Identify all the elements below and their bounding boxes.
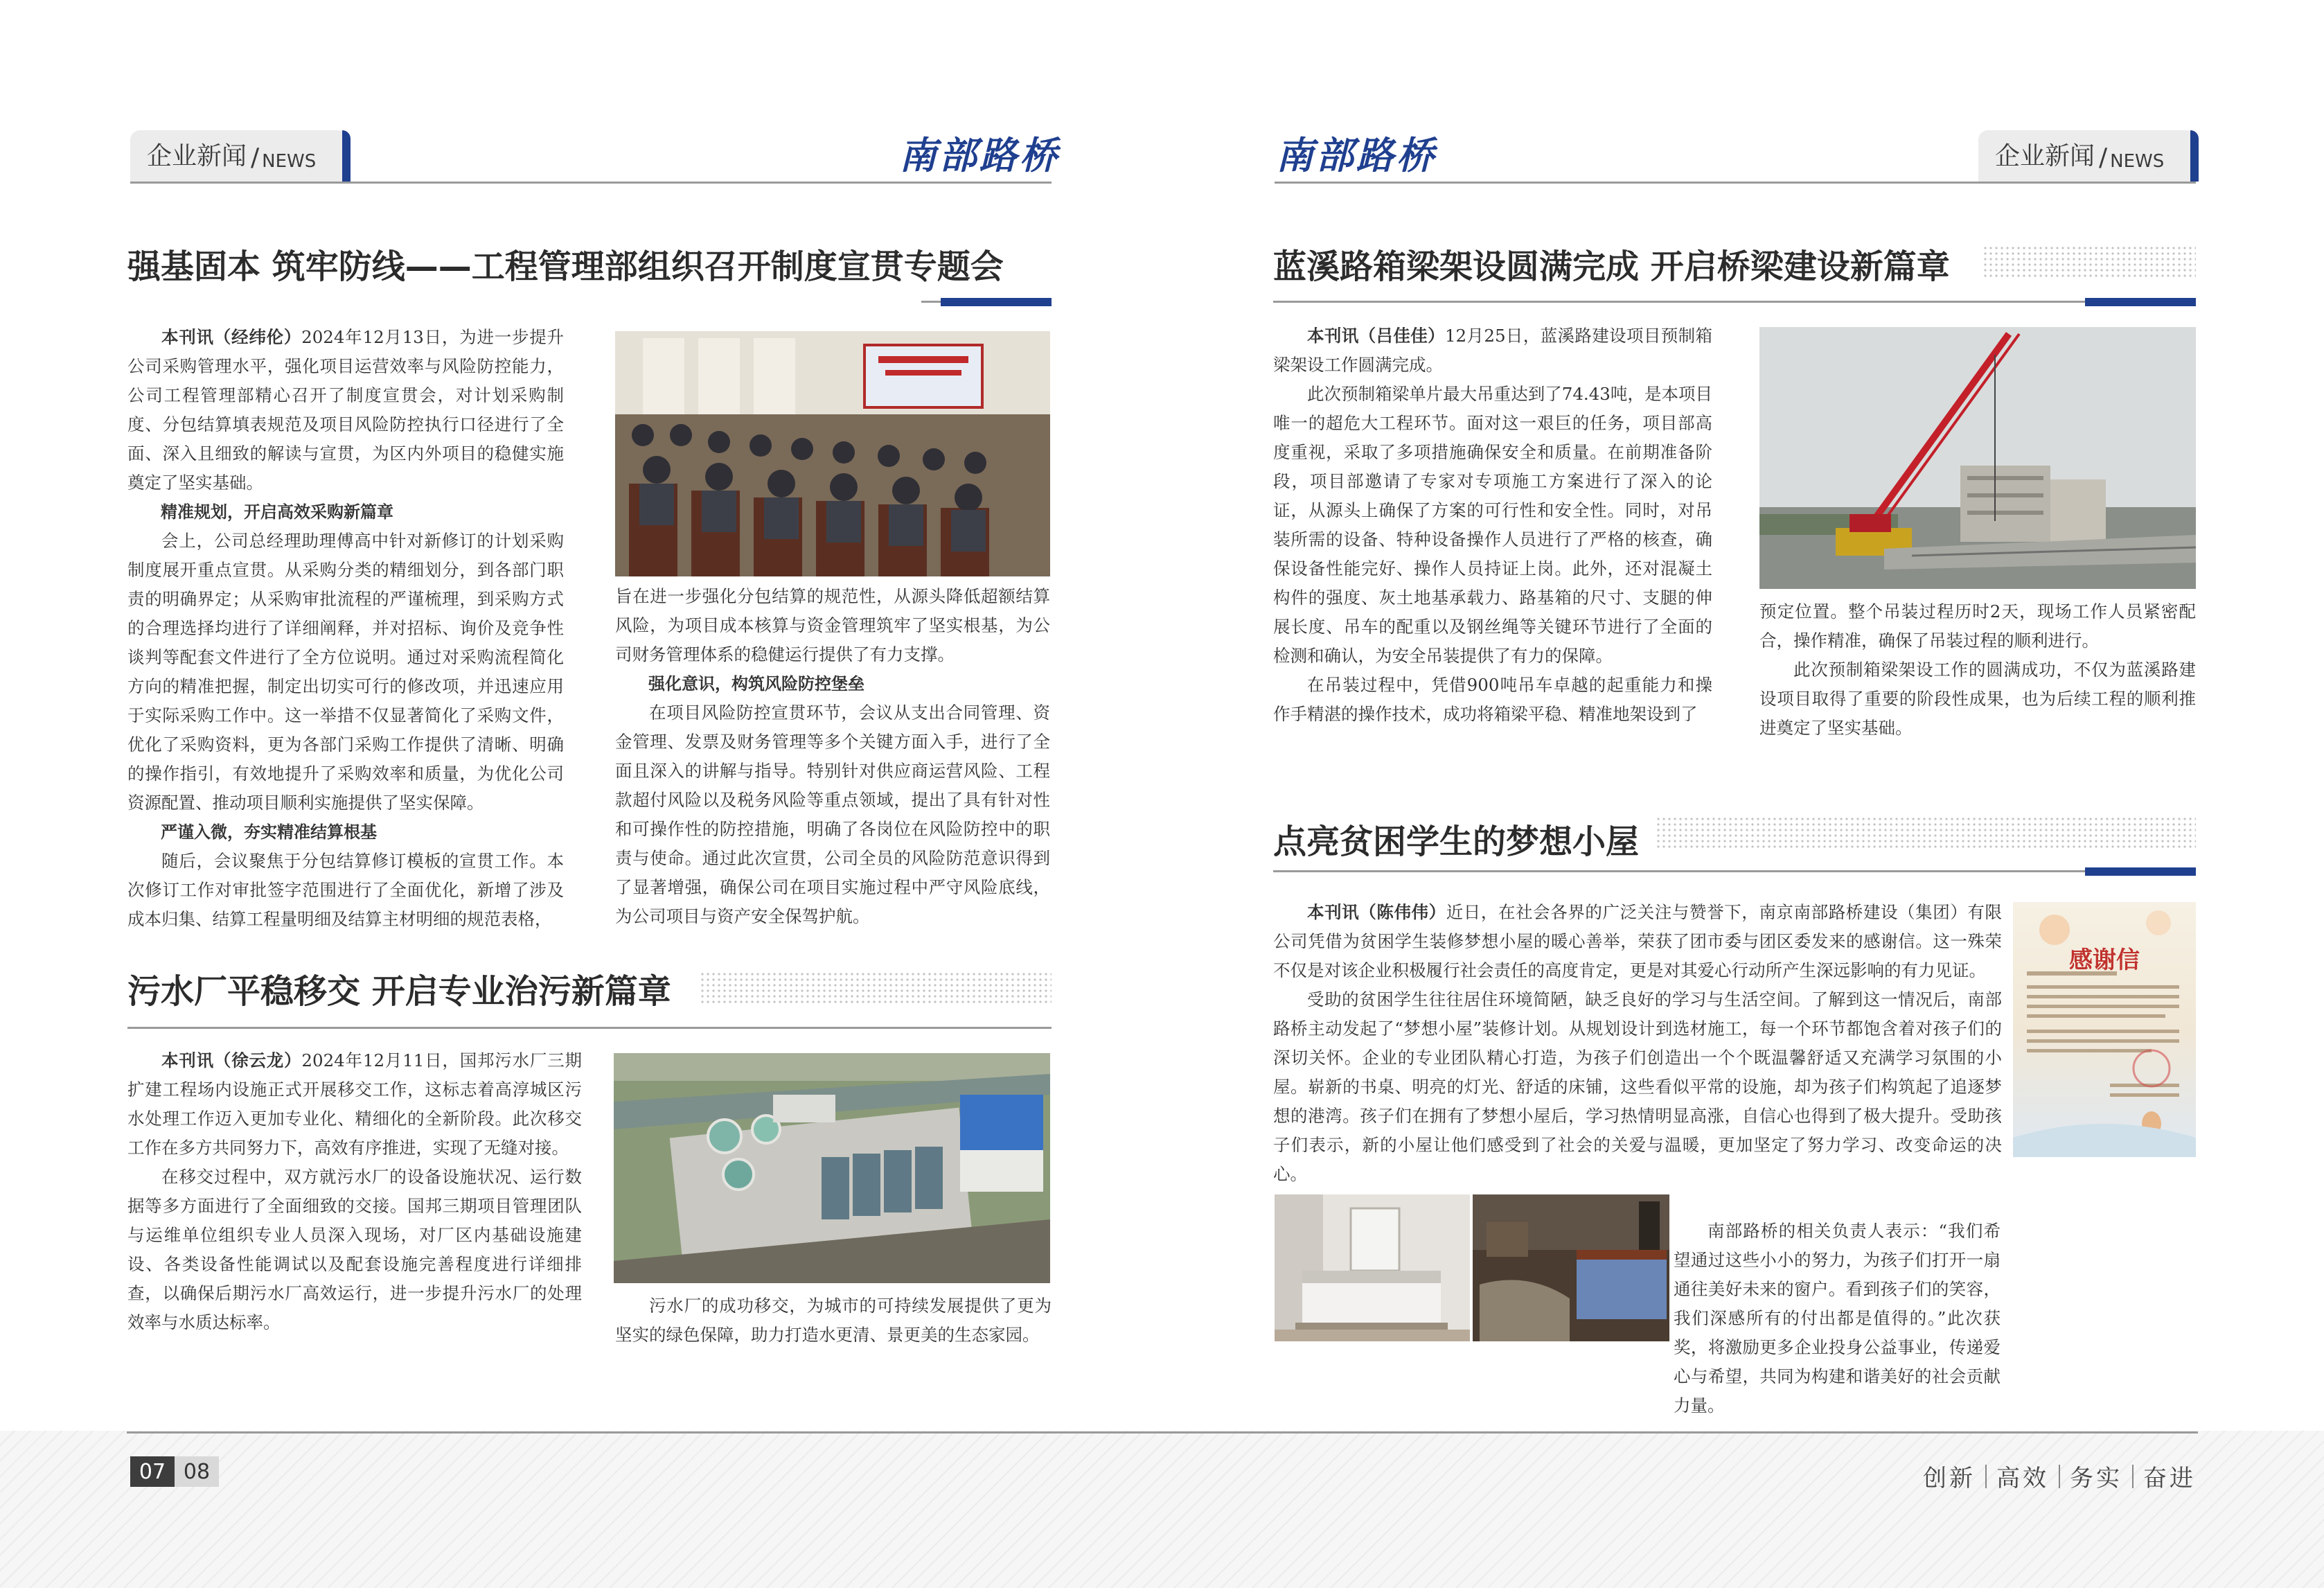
slogan-divider xyxy=(1985,1465,1987,1488)
section-label-cn: 企业新闻 xyxy=(147,142,247,170)
thank-you-letter xyxy=(2013,902,2196,1157)
article1-para3: 随后，会议聚焦于分包结算修订模板的宣贯工作。本次修订工作对审批签字范围进行了全面优化，新增了涉及成本归集、结算工程量明细及结算主材明细的规范表格， xyxy=(127,851,564,929)
article3-title: 蓝溪路箱梁架设圆满完成 开启桥梁建设新篇章 xyxy=(1273,247,1950,286)
article4-lead: 近日，在社会各界的广泛关注与赞誉下，南京南部路桥建设（集团）有限公司凭借为贫困学生装修梦想小屋的暖心善举，荣获了团市委与团区委发来的感谢信。这一殊荣不仅是对该企业积极履行社会责任的高度肯定，更是对其爱心行动所产生深远影响的有力见证。 xyxy=(1273,902,2002,980)
header-rule-right xyxy=(1275,182,2196,184)
thank-you-letter-title: 感谢信 xyxy=(2069,946,2140,974)
article2-col1 xyxy=(127,1046,582,1337)
page-number-right: 08 xyxy=(175,1456,219,1487)
article3-para3-cont: 预定位置。整个吊装过程历时2天，现场工作人员紧密配合，操作精准，确保了吊装过程的顺利进行。 xyxy=(1759,601,2196,651)
article4-rule-accent xyxy=(2085,867,2196,876)
crane-image xyxy=(1759,327,2196,589)
bedroom-image xyxy=(1275,1194,1470,1341)
section-label-en: NEWS xyxy=(2110,151,2165,172)
article1-col2 xyxy=(615,582,1050,931)
article3-byline: 本刊讯（吕佳佳） xyxy=(1307,326,1445,346)
article3-para4: 此次预制箱梁架设工作的圆满成功，不仅为蓝溪路建设项目取得了重要的阶段性成果，也为后续工程的顺利推进奠定了坚实基础。 xyxy=(1759,660,2196,738)
article4-title: 点亮贫困学生的梦想小屋 xyxy=(1273,822,1640,861)
article1-lead: 2024年12月13日，为进一步提升公司采购管理水平，强化项目运营效率与风险防控能力，公司工程管理部精心召开了制度宣贯会，对计划采购制度、分包结算填表规范及项目风险防控执行口径进行了全面、深入且细致的解读与宣贯，为区内外项目的稳健实施奠定了坚实基础。 xyxy=(127,327,565,493)
article3-rule-accent xyxy=(2085,298,2196,306)
article3-title-pattern xyxy=(1983,245,2196,280)
article3-para3: 在吊装过程中，凭借900吨吊车卓越的起重能力和操作手精湛的操作技术，成功将箱梁平稳、精准地架设到了 xyxy=(1273,675,1712,724)
article4-para2: 受助的贫困学生往往居住环境简陋，缺乏良好的学习与生活空间。了解到这一情况后，南部路桥主动发起了“梦想小屋”装修计划。从规划设计到选材施工，每一个环节都饱含着对孩子们的深切关怀。企业的专业团队精心打造，为孩子们创造出一个个既温馨舒适又充满学习氛围的小屋。崭新的书桌、明亮的灯光、舒适的床铺，这些看似平常的设施，却为孩子们构筑起了追逐梦想的港湾。孩子们在拥有了梦想小屋后，学习热情明显高涨，自信心也得到了极大提升。受助孩子们表示，新的小屋让他们感受到了社会的关爱与温暖，更加坚定了努力学习、改变命运的决心。 xyxy=(1273,989,2002,1184)
article4-col2 xyxy=(1674,1217,2001,1420)
header-rule-left xyxy=(130,182,1052,184)
article1-rule-accent xyxy=(941,298,1052,306)
slogan-word-3: 务实 xyxy=(2070,1465,2122,1492)
section-tab-left xyxy=(130,130,348,182)
article4-byline: 本刊讯（陈伟伟） xyxy=(1307,902,1446,922)
brand-logo-right: 南部路桥 xyxy=(1276,133,1437,177)
sewage-plant-photo xyxy=(614,1053,1050,1283)
slogan-word-1: 创新 xyxy=(1923,1465,1976,1492)
article2-col2 xyxy=(615,1291,1052,1350)
article1-byline: 本刊讯（经纬伦） xyxy=(161,327,302,347)
slogan-word-2: 高效 xyxy=(1996,1465,2049,1492)
article1-title: 强基固本 筑牢防线——工程管理部组织召开制度宣贯专题会 xyxy=(127,247,1004,286)
brand-logo-left: 南部路桥 xyxy=(899,133,1060,177)
article3-col2 xyxy=(1759,597,2196,743)
article1-para4: 在项目风险防控宣贯环节，会议从支出合同管理、资金管理、发票及财务管理等多个关键方面入手，进行了全面且深入的讲解与指导。特别针对供应商运营风险、工程款超付风险以及税务风险等重点领域，提出了具有针对性和可操作性的防控措施，明确了各岗位在风险防控中的职责与使命。通过此次宣贯，公司全员的风险防范意识得到了显著增强，确保公司在项目实施过程中严守风险底线，为公司项目与资产安全保驾护航。 xyxy=(615,703,1050,926)
article3-rule xyxy=(1273,301,2196,303)
meeting-photo-image xyxy=(615,331,1050,576)
slogan-divider xyxy=(2059,1465,2060,1488)
page-number-left: 07 xyxy=(130,1456,175,1487)
article2-para2: 在移交过程中，双方就污水厂的设备设施状况、运行数据等多方面进行了全面细致的交接。国邦三期项目管理团队与运维单位组织专业人员深入现场，对厂区内基础设施建设、各类设备性能调试以及配套设施完善程度进行详细排查，以确保后期污水厂高效运行，进一步提升污水厂的处理效率与水质达标率。 xyxy=(127,1167,582,1332)
crane-photo xyxy=(1759,327,2196,589)
article1-subhead3: 强化意识，构筑风险防控堡垒 xyxy=(648,674,864,694)
article2-title: 污水厂平稳移交 开启专业治污新篇章 xyxy=(127,972,671,1011)
article4-para3: 南部路桥的相关负责人表示：“我们希望通过这些小小的努力，为孩子们打开一扇通往美好未来的窗户。看到孩子们的笑容，我们深感所有的付出都是值得的。”此次获奖，将激励更多企业投身公益事业，传递爱心与希望，共同为构建和谐美好的社会贡献力量。 xyxy=(1674,1221,2001,1415)
article2-lead: 2024年12月11日，国邦污水厂三期扩建工程场内设施正式开展移交工作，这标志着高淳城区污水处理工作迈入更加专业化、精细化的全新阶段。此次移交工作在多方共同努力下，高效有序推进，实现了无缝对接。 xyxy=(127,1050,583,1158)
section-tab-right xyxy=(1978,130,2196,182)
article4-col1 xyxy=(1273,898,2002,1189)
bedroom-photo xyxy=(1275,1194,1470,1341)
article3-col1 xyxy=(1273,321,1712,729)
article1-subhead1: 精准规划，开启高效采购新篇章 xyxy=(161,502,393,522)
slogan-divider xyxy=(2132,1465,2134,1488)
article3-para2: 此次预制箱梁单片最大吊重达到了74.43吨，是本项目唯一的超危大工程环节。面对这一艰巨的任务，项目部高度重视，采取了多项措施确保安全和质量。在前期准备阶段，项目部邀请了专家对专项施工方案进行了深入的论证，从源头上确保了方案的可行性和安全性。同时，对吊装所需的设备、特种设备操作人员进行了严格的核查，确保设备性能完好、操作人员持证上岗。此外，还对混凝土构件的强度、灰土地基承载力、路基箱的尺寸、支腿的伸展长度、吊车的配重以及钢丝绳等关键环节进行了全面的检测和确认，为安全吊装提供了有力的保障。 xyxy=(1273,384,1712,666)
section-label-en: NEWS xyxy=(262,151,317,172)
article2-para3: 污水厂的成功移交，为城市的可持续发展提供了更为坚实的绿色保障，助力打造水更清、景更美的生态家园。 xyxy=(615,1296,1052,1345)
slogan-word-4: 奋进 xyxy=(2143,1465,2196,1492)
article3-lead: 12月25日，蓝溪路建设项目预制箱梁架设工作圆满完成。 xyxy=(1273,326,1712,375)
article1-para3-cont: 旨在进一步强化分包结算的规范性，从源头降低超额结算风险，为项目成本核算与资金管理筑牢了坚实根基，为公司财务管理体系的稳健运行提供了有力支撑。 xyxy=(615,586,1050,664)
article2-rule xyxy=(127,1027,1052,1029)
article2-byline: 本刊讯（徐云龙） xyxy=(161,1050,302,1070)
sewage-plant-image xyxy=(614,1053,1050,1283)
section-separator: / xyxy=(251,143,260,172)
footer-slogan xyxy=(1923,1459,2196,1493)
article1-col1 xyxy=(127,323,564,934)
article1-subhead2: 严谨入微，夯实精准结算根基 xyxy=(161,822,377,842)
meeting-photo xyxy=(615,331,1050,576)
footer-band xyxy=(0,1431,2324,1588)
section-label-cn: 企业新闻 xyxy=(1995,142,2095,170)
section-separator: / xyxy=(2099,143,2108,172)
article4-title-pattern xyxy=(1656,816,2196,851)
article4-rule xyxy=(1273,870,2196,872)
article1-para2: 会上，公司总经理助理傅高中针对新修订的计划采购制度展开重点宣贯。从采购分类的精细划分，到各部门职责的明确界定；从采购审批流程的严谨梳理，到采购方式的合理选择均进行了详细阐释，并对招标、询价及竞争性谈判等配套文件进行了全方位说明。通过对采购流程简化方向的精准把握，制定出切实可行的修改项，并迅速应用于实际采购工作中。这一举措不仅显著简化了采购文件，优化了采购资料，更为各部门采购工作提供了清晰、明确的操作指引，有效地提升了采购效率和质量，为优化公司资源配置、推动项目顺利实施提供了坚实保障。 xyxy=(127,531,564,813)
old-room-photo xyxy=(1473,1194,1669,1341)
old-room-image xyxy=(1473,1194,1669,1341)
article2-title-pattern xyxy=(700,971,1052,1006)
footer-rule xyxy=(127,1431,2198,1433)
